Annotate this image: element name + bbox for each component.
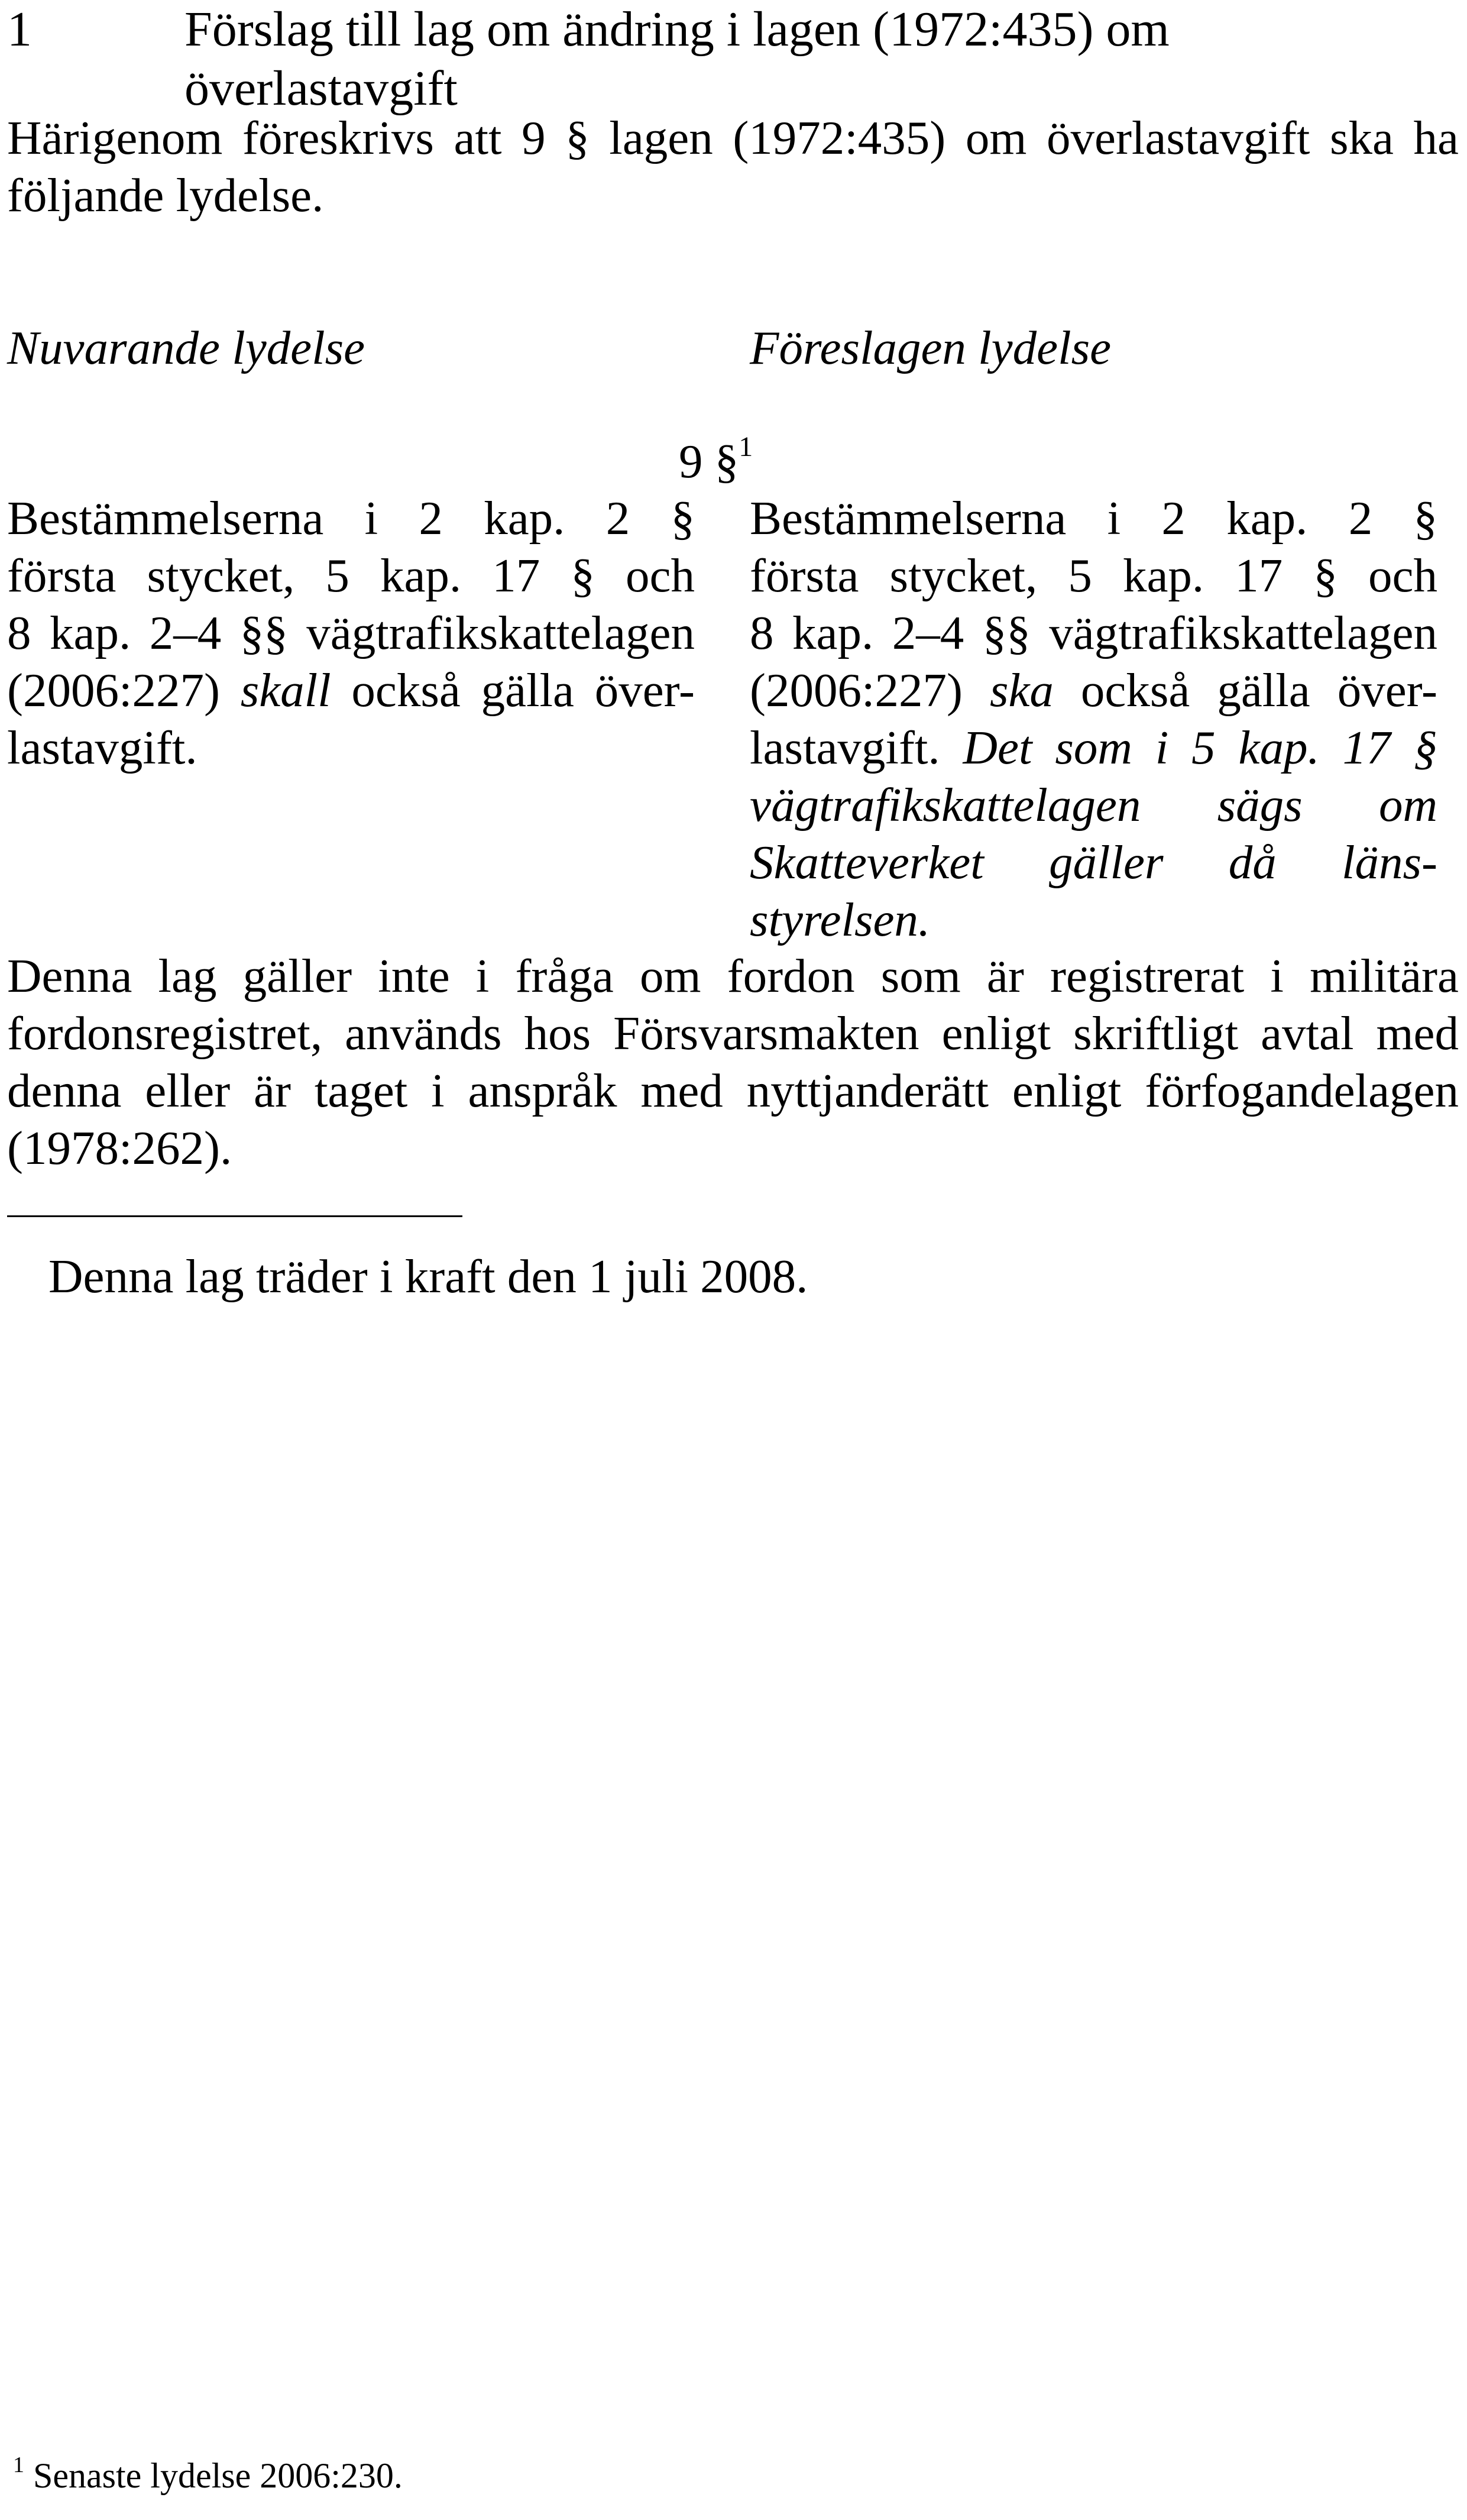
section-number: 1: [7, 2, 32, 57]
proposal-title-line-2: överlastavgift: [184, 61, 458, 116]
proposed-line-part: (2006:227): [750, 664, 990, 717]
current-line-part: också gälla över-: [331, 664, 695, 717]
current-emphasis: skall: [240, 664, 331, 717]
exemption-line: (1978:262).: [7, 1121, 232, 1175]
proposed-line: Skatteverket gäller då läns-: [750, 836, 1437, 889]
footnote-reference: 1: [739, 431, 753, 462]
separator-rule: [7, 1215, 462, 1217]
proposed-line-part: också gälla över-: [1053, 664, 1437, 717]
current-line-part: (2006:227): [7, 664, 241, 717]
proposed-line: 8 kap. 2–4 §§ vägtrafikskattelagen: [750, 606, 1437, 659]
footnote-marker: 1: [13, 2453, 24, 2477]
proposal-title-line-1: Förslag till lag om ändring i lagen (1972:435) om: [184, 2, 1170, 57]
current-wording-column: [7, 490, 695, 777]
proposed-wording-header: Föreslagen lydelse: [750, 321, 1112, 374]
current-line: första stycket, 5 kap. 17 § och: [7, 549, 695, 602]
exemption-line: fordonsregistret, används hos Försvarsmakten enligt skriftligt avtal med: [7, 1007, 1459, 1060]
section-label-text: 9 §: [679, 435, 739, 488]
intro-paragraph: Härigenom föreskrivs att 9 § lagen (1972:435) om överlastavgift ska ha följande lydelse.: [7, 111, 1459, 222]
current-line: [7, 662, 695, 719]
proposed-emphasis: Det som i 5 kap. 17 §: [963, 721, 1437, 774]
proposed-line: [750, 719, 1437, 777]
exemption-line: denna eller är taget i anspråk med nyttjanderätt enligt förfogandelagen: [7, 1064, 1459, 1117]
proposed-line: styrelsen.: [750, 893, 931, 946]
exemption-paragraph: [7, 947, 1459, 1177]
exemption-line: Denna lag gäller inte i fråga om fordon som är registrerat i militära: [7, 949, 1459, 1002]
current-line: lastavgift.: [7, 721, 197, 774]
proposed-line: första stycket, 5 kap. 17 § och: [750, 549, 1437, 602]
current-wording-header: Nuvarande lydelse: [7, 321, 365, 374]
proposed-line-part: lastavgift.: [750, 721, 963, 774]
proposed-emphasis: ska: [989, 664, 1054, 717]
proposed-line: vägtrafikskattelagen sägs om: [750, 778, 1437, 832]
current-line: 8 kap. 2–4 §§ vägtrafikskattelagen: [7, 606, 695, 659]
proposed-line: [750, 662, 1437, 719]
footnote-text: Senaste lydelse 2006:230.: [24, 2456, 403, 2495]
proposed-line: Bestämmelserna i 2 kap. 2 §: [750, 491, 1437, 545]
footnote: [13, 2454, 403, 2497]
proposed-wording-column: [750, 490, 1437, 949]
entry-into-force: Denna lag träder i kraft den 1 juli 2008.: [48, 1250, 808, 1303]
proposal-title: [184, 0, 1367, 118]
current-line: Bestämmelserna i 2 kap. 2 §: [7, 491, 695, 545]
section-label: [679, 433, 753, 490]
